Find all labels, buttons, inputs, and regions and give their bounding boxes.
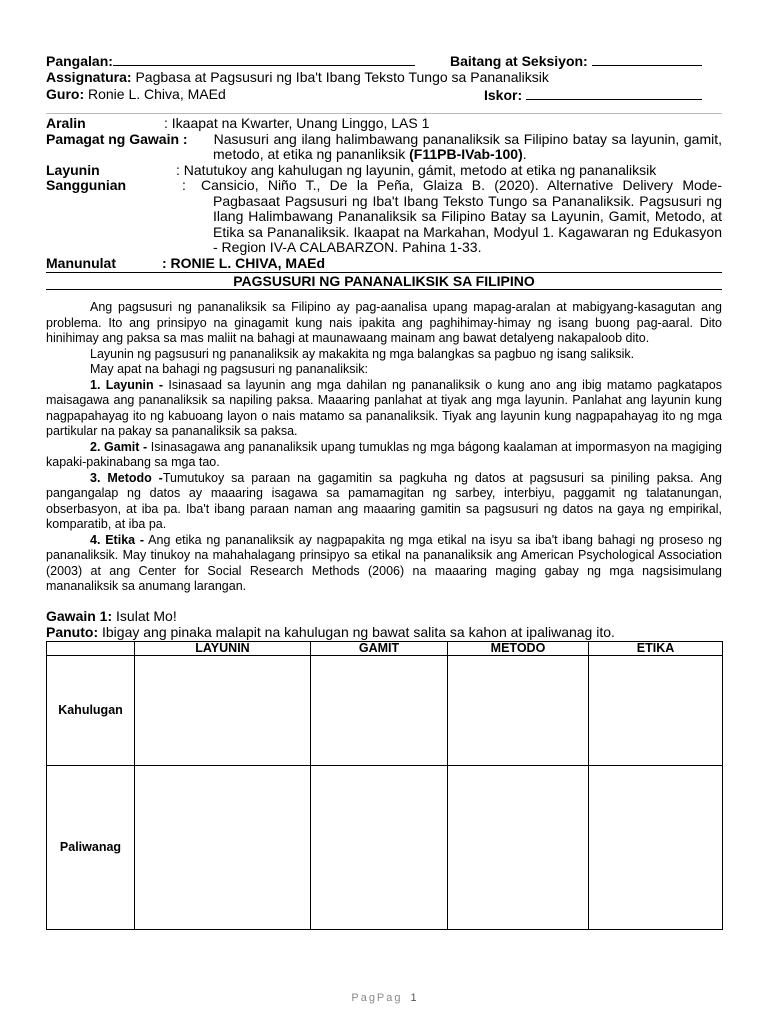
activity-table (46, 641, 723, 930)
answer-cell-kahulugan-gamit[interactable] (311, 655, 448, 765)
instruction-text: Ibigay ang pinaka malapit na kahulugan ng bawat salita sa kahon at ipaliwanag ito. (98, 623, 615, 640)
item-etika-label: 4. Etika - (90, 532, 145, 547)
aralin-label: Aralin (46, 115, 86, 131)
answer-cell-paliwanag-layunin[interactable] (135, 765, 311, 929)
header-divider (46, 113, 722, 114)
teacher-label: Guro: (46, 86, 85, 102)
pamagat-value: Nasusuri ang ilang halimbawang pananaliksik sa Filipino batay sa layunin, gamit, metodo, at etika ng pananliksik (213, 130, 723, 162)
section-title: PAGSUSURI NG PANANALIKSIK SA FILIPINO (46, 272, 722, 290)
layunin-row (46, 163, 722, 179)
column-header-gamit: GAMIT (311, 641, 448, 655)
table-header-row (47, 641, 723, 655)
item-metodo-text: Tumutukoy sa paraan na gagamitin sa pagkuha ng datos at pagsusuri sa piniling paksa. Ang pangangalap ng datos ay maaaring isagawa sa pamamagitan ng sarbey, interbiyu, paggamit ng talatanungan, obserbasyon, at iba pa. Iba't ibang paraan naman ang maaaring gamitin sa pagsusuri ng datos na gaya ng empirikal, komparatib, at iba pa. (46, 470, 723, 531)
sanggunian-colon: : (182, 177, 186, 193)
activity-title: Isulat Mo! (112, 607, 177, 624)
sanggunian-value: Cansicio, Niño T., De la Peña, Glaiza B. (2020). Alternative Delivery Mode- Pagbasaat Pagsusuri ng Iba't Ibang Teksto Tungo sa Pananaliksik. Pagsusuri ng Ilang Halimbawang Pananaliksik sa Filipino Batay sa Layunin, Gamit, Metodo, at Etika sa Pananaliksik. Ikaapat na Markahan, Modyul 1. Kagawaran ng Edukasyon - Region IV-A CALABARZON. Pahina 1-33. (201, 177, 722, 255)
score-label: Iskor: (484, 87, 523, 103)
answer-cell-paliwanag-metodo[interactable] (448, 765, 589, 929)
pamagat-code: (F11PB-IVab-100) (409, 146, 523, 162)
item-layunin (46, 378, 722, 440)
activity-heading (46, 608, 722, 640)
aralin-row (46, 116, 722, 132)
item-layunin-text: Isinasaad sa layunin ang mga dahilan ng pananaliksik o kung ano ang ibig matamo pagkatapos maisagawa ang pananaliksik sa napiling paksa. Maaaring panlahat at tiyak ang mga layunin. Panlahat ang layunin kung nagpapahayag ito ng kabuoang layon o nais matamo sa pananaliksik. Tiyak ang layunin kung nagpapahayag ito ng mga partikular na pakay sa pananaliksik sa paksa. (46, 377, 722, 438)
page-number: 1 (410, 992, 417, 1004)
intro-paragraph: Ang pagsusuri ng pananaliksik sa Filipino ay pag-aanalisa upang mapag-aralan at mabigyang-kasagutan ang problema. Ito ang prinsipyo na ginagamit kung nais ipakita ang paghihimay-himay ng isang buong pag-aaral. Dito hinihimay ang paksa sa mas maliit na bahagi at maunawaang mainam ang bawat detalyeng nakapaloob dito. (46, 300, 722, 345)
item-metodo-label: 3. Metodo - (90, 470, 163, 485)
answer-cell-kahulugan-layunin[interactable] (135, 655, 311, 765)
grade-section-blank[interactable] (592, 52, 702, 66)
subject-row (46, 69, 722, 86)
page-footer (0, 992, 768, 1004)
item-gamit-label: 2. Gamit - (90, 439, 148, 454)
page-label: PagPag (351, 992, 403, 1004)
row-label-paliwanag: Paliwanag (47, 765, 135, 929)
instruction-label: Panuto: (46, 623, 99, 640)
subject-label: Assignatura: (46, 69, 132, 85)
item-etika (46, 533, 722, 595)
manunulat-label: Manunulat (46, 254, 116, 271)
table-row (47, 765, 723, 929)
sanggunian-row (46, 178, 722, 256)
layunin-value: : Natutukoy ang kahulugan ng layunin, gámit, metodo at etika ng pananaliksik (176, 161, 657, 178)
item-etika-text: Ang etika ng pananaliksik ay nagpapakita ng mga etikal na isyu sa iba't ibang bahagi ng proseso ng pananaliksik. May tinukoy na mahahalagang prinsipyo sa etikal na pananaliksik ang American Psychological Association (2003) at ang Center for Social Research Methods (2006) na maaaring maging gabay ng mga nagsisimulang mananaliksik sa anumang larangan. (46, 532, 722, 593)
pamagat-label: Pamagat ng Gawain : (46, 130, 188, 147)
column-header-metodo: METODO (448, 641, 589, 655)
item-gamit-text: Isinasagawa ang pananaliksik upang tumuklas ng mga bágong kaalaman at impormasyon na magiging kapaki-pakinabang sa mga tao. (46, 439, 722, 469)
teacher-score-row (46, 86, 722, 103)
parts-intro: May apat na bahagi ng pagsusuri ng pananaliksik: (90, 362, 368, 376)
manunulat-value: : RONIE L. CHIVA, MAEd (162, 254, 326, 271)
answer-cell-kahulugan-metodo[interactable] (448, 655, 589, 765)
subject-value: Pagbasa at Pagsusuri ng Iba't Ibang Teksto Tungo sa Pananaliksik (135, 69, 549, 85)
lesson-info (46, 116, 722, 271)
name-label: Pangalan: (46, 53, 113, 69)
table-row (47, 655, 723, 765)
item-layunin-label: 1. Layunin - (90, 377, 164, 392)
item-gamit (46, 440, 722, 471)
name-blank[interactable] (113, 52, 415, 66)
answer-cell-paliwanag-etika[interactable] (589, 765, 723, 929)
answer-cell-kahulugan-etika[interactable] (589, 655, 723, 765)
pamagat-row: Pamagat ng Gawain : Nasusuri ang ilang halimbawang pananaliksik sa Filipino batay sa layunin, gamit, metodo, at etika ng pananliksik (F11PB-IVab-100). (46, 130, 723, 162)
grade-section-label: Baitang at Seksiyon: (450, 53, 588, 69)
answer-cell-paliwanag-gamit[interactable] (311, 765, 448, 929)
purpose-paragraph: Layunin ng pagsusuri ng pananaliksik ay makakita ng mga balangkas sa pagbuo ng isang saliksik. (90, 346, 635, 361)
worksheet-page (46, 52, 722, 930)
item-metodo (46, 471, 722, 533)
name-grade-row (46, 52, 722, 69)
activity-label: Gawain 1: (46, 607, 113, 624)
score-blank[interactable] (526, 86, 702, 100)
aralin-value: : Ikaapat na Kwarter, Unang Linggo, LAS 1 (164, 115, 430, 131)
table-corner-cell (47, 641, 135, 655)
lesson-body (46, 300, 722, 595)
column-header-layunin: LAYUNIN (135, 641, 311, 655)
layunin-label: Layunin (46, 161, 100, 178)
manunulat-row (46, 256, 722, 272)
row-label-kahulugan: Kahulugan (47, 655, 135, 765)
column-header-etika: ETIKA (589, 641, 723, 655)
teacher-value: Ronie L. Chiva, MAEd (88, 86, 226, 102)
sanggunian-label: Sanggunian (46, 177, 127, 193)
